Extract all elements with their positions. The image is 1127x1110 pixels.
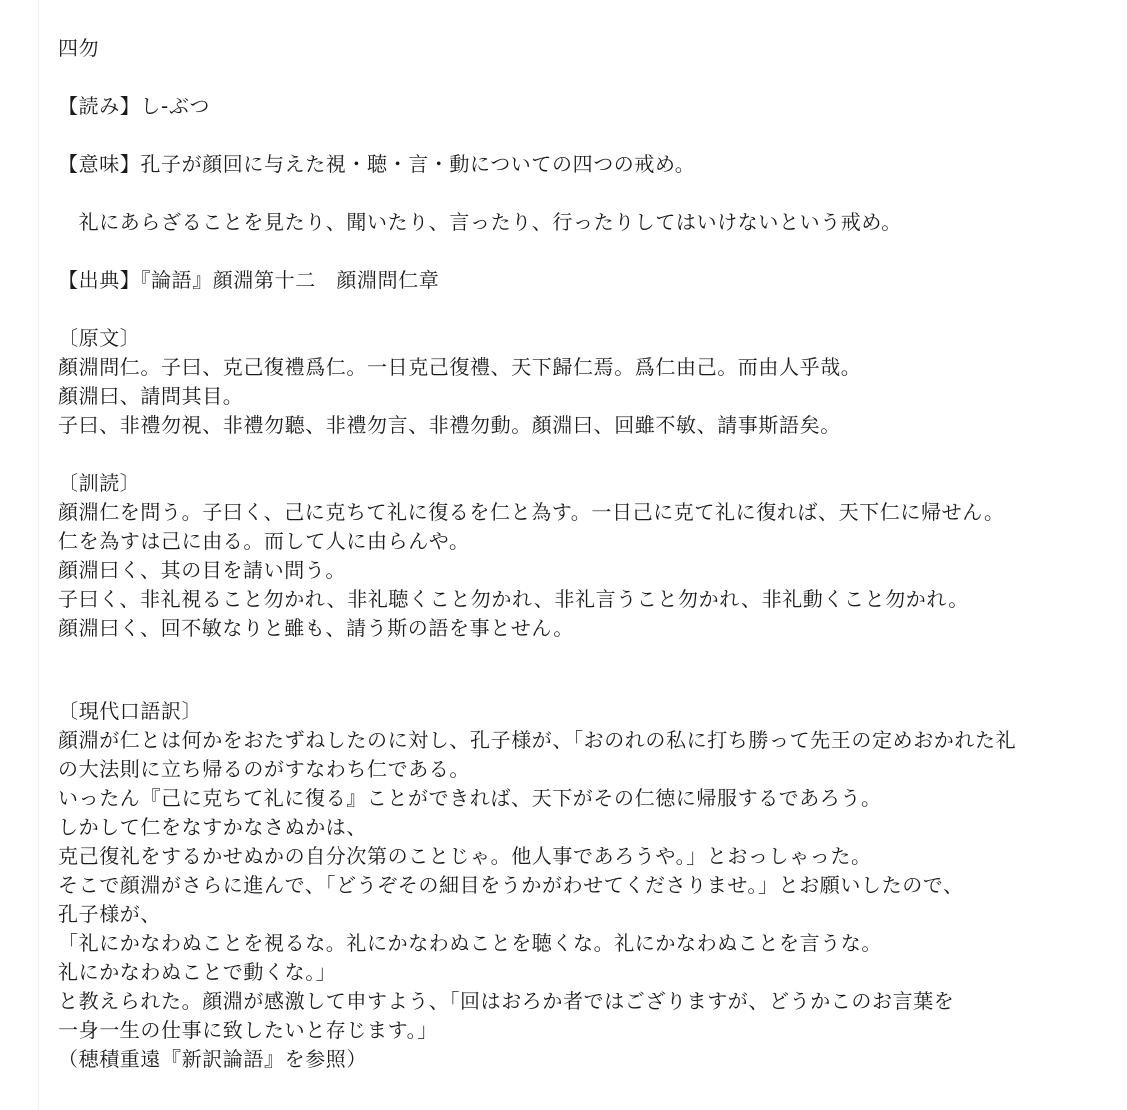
meaning-explanation: 礼にあらざることを見たり、聞いたり、言ったり、行ったりしてはいけないという戒め。 xyxy=(58,210,902,234)
kundoku-line: 仁を為すは己に由る。而して人に由らんや。 xyxy=(58,529,470,553)
document-body xyxy=(58,34,1120,1074)
original-heading: 〔原文〕 xyxy=(58,326,141,350)
modern-line: 一身一生の仕事に致したいと存じます。」 xyxy=(58,1018,438,1042)
modern-line: 克己復礼をするかせぬかの自分次第のことじゃ。他人事であろうや。」とおっしゃった。 xyxy=(58,844,872,868)
page-left-rule xyxy=(38,0,39,1110)
kundoku-line: 子曰く、非礼視ること勿かれ、非礼聴くこと勿かれ、非礼言うこと勿かれ、非礼動くこと勿かれ。 xyxy=(58,587,969,611)
meaning-line: 【意味】孔子が顔回に与えた視・聴・言・動についての四つの戒め。 xyxy=(58,152,696,176)
kundoku-heading: 〔訓読〕 xyxy=(58,471,141,495)
source-line: 【出典】『論語』顔淵第十二 顔淵問仁章 xyxy=(58,268,440,292)
modern-line: 礼にかなわぬことで動くな。」 xyxy=(58,960,337,984)
modern-line: と教えられた。顔淵が感激して申すよう、「回はおろか者ではござりますが、どうかこのお言葉を xyxy=(58,989,955,1013)
reading-line: 【読み】し-ぶつ xyxy=(58,94,211,118)
page-title: 四勿 xyxy=(58,36,100,60)
modern-citation: （穂積重遠『新訳論語』を参照） xyxy=(58,1047,367,1071)
kundoku-line: 顔淵曰く、其の目を請い問う。 xyxy=(58,558,346,582)
modern-line: 顔淵が仁とは何かをおたずねしたのに対し、孔子様が、「おのれの私に打ち勝って先王の定めおかれた礼 xyxy=(58,728,1017,752)
kundoku-line: 顔淵曰く、回不敏なりと雖も、請う斯の語を事とせん。 xyxy=(58,616,574,640)
original-line: 子曰、非禮勿視、非禮勿聽、非禮勿言、非禮勿動。顏淵曰、回雖不敏、請事斯語矣。 xyxy=(58,413,841,437)
original-line: 顏淵曰、請問其目。 xyxy=(58,384,244,408)
modern-line: 孔子様が、 xyxy=(58,902,161,926)
modern-line: いったん『己に克ちて礼に復る』ことができれば、天下がその仁徳に帰服するであろう。 xyxy=(58,786,882,810)
modern-line: の大法則に立ち帰るのがすなわち仁である。 xyxy=(58,757,470,781)
original-line: 顏淵問仁。子曰、克己復禮爲仁。一日克己復禮、天下歸仁焉。爲仁由己。而由人乎哉。 xyxy=(58,355,862,379)
modern-line: しかして仁をなすかなさぬかは、 xyxy=(58,815,367,839)
kundoku-line: 顔淵仁を問う。子曰く、己に克ちて礼に復るを仁と為す。一日己に克て礼に復れば、天下仁に帰せん。 xyxy=(58,500,1005,524)
modern-line: 「礼にかなわぬことを視るな。礼にかなわぬことを聴くな。礼にかなわぬことを言うな。 xyxy=(58,931,882,955)
modern-heading: 〔現代口語訳〕 xyxy=(58,699,203,723)
modern-line: そこで顔淵がさらに進んで、「どうぞその細目をうかがわせてくださりませ。」とお願いしたので、 xyxy=(58,873,964,897)
